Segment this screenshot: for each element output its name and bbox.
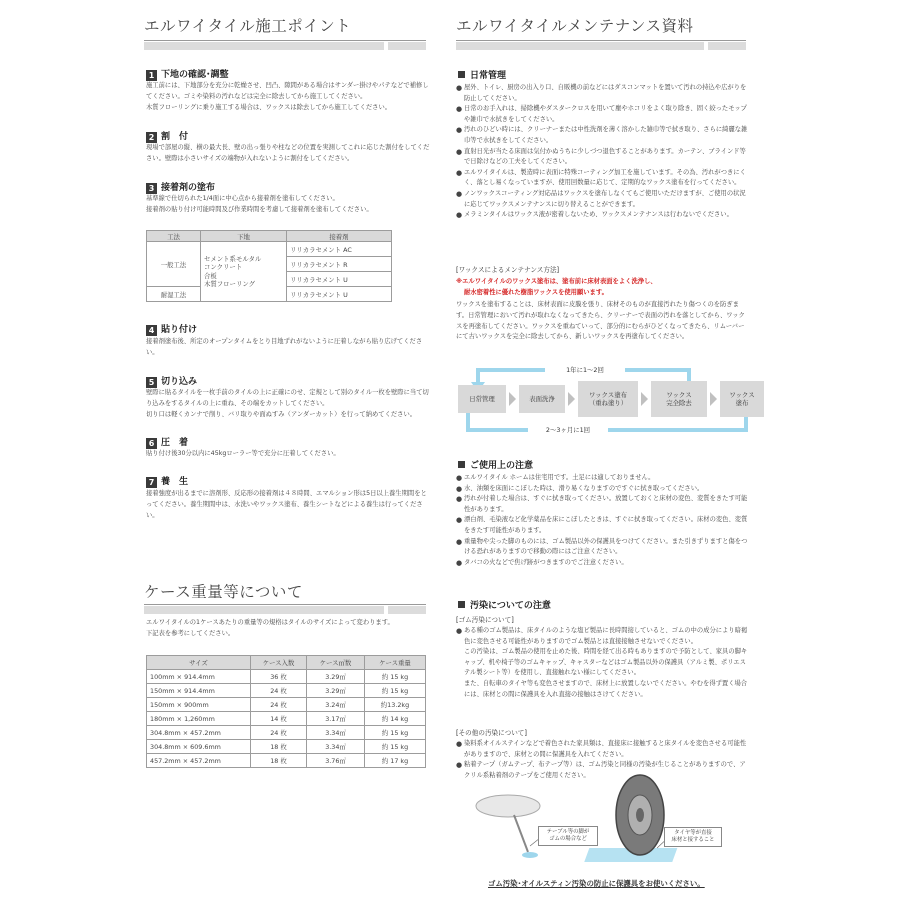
usage-list bbox=[456, 473, 748, 568]
method-general: 一般工法 bbox=[147, 242, 201, 287]
wax-body: ワックスを塗布することは、床材表面に皮膜を張り、床材そのものが直接汚れたり傷つくのを防ぎます。日常管理において汚れが取れなくなってきたら、クリーナーで表面の汚れを落としてから、ワックスを再塗布してください。ワックスを重ねていって、部分的にむらがひどくなってきたら、リムーバーにて古いワックスを完全に除去してから、新しいワックスを再塗布してください。 bbox=[456, 301, 745, 341]
usage-item: ● 汚れが付着した場合は、すぐに拭き取ってください。放置しておくと床材の変色、変質をきたす可能性があります。 bbox=[456, 494, 748, 515]
case-cell: 3.76㎡ bbox=[307, 754, 365, 768]
right-title-underline bbox=[456, 40, 746, 41]
left-title-underline bbox=[144, 40, 426, 41]
adhesive-ac: リリカラセメント AC bbox=[287, 242, 392, 257]
left-title: エルワイタイル施工ポイント bbox=[144, 17, 352, 35]
flow-arrow-2 bbox=[568, 392, 575, 406]
adhesive-r: リリカラセメント R bbox=[287, 257, 392, 272]
step-6-body: 貼り付け後30分以内に45kgローラー等で充分に圧着してください。 bbox=[146, 450, 340, 457]
step-7-body: 接着強度が出るまでに溶剤形、反応形の接着剤は４８時間、エマルション形は5日以上養生期間をとってください。養生期間中は、水洗いやワックス塗布、養生シートなどによる養生は行ってください。 bbox=[146, 490, 427, 519]
case-row bbox=[147, 726, 426, 740]
bullet-icon: ● bbox=[456, 474, 463, 482]
case-cell: 18 枚 bbox=[251, 740, 307, 754]
case-cell: 約 15 kg bbox=[365, 726, 426, 740]
stain-header: 汚染についての注意 bbox=[458, 598, 551, 611]
case-cell: 24 枚 bbox=[251, 726, 307, 740]
usage-item: ● タバコの火などで焦げ跡がつきますのでご注意ください。 bbox=[456, 558, 628, 567]
adhesive-header-method: 工法 bbox=[147, 231, 201, 242]
tire-callout: タイヤ等が直接 床材と接すること bbox=[664, 827, 722, 847]
bullet-icon: ● bbox=[456, 495, 463, 504]
case-cell: 150mm × 914.4mm bbox=[147, 684, 251, 698]
step-2-body: 現場で部屋の縦、横の最大長、壁の出っ張りや柱などの位置を実測してこれに応じた割付をしてください。壁際は小さいサイズの端物が入れないように割付をしてください。 bbox=[146, 144, 430, 162]
flow-box-wax-remove: ワックス 完全除去 bbox=[651, 381, 707, 417]
right-title-bar bbox=[456, 42, 746, 50]
daily-item: ● エルワイタイルは、製造時に表面に特殊コーティング加工を施しています。その為、汚れがつきにくく、落とし易くなっていますが、使用回数量に応じて、定期的なワックス塗布を行ってください。 bbox=[456, 168, 748, 189]
bullet-icon: ● bbox=[456, 537, 463, 546]
flow-arrow-4 bbox=[710, 392, 717, 406]
daily-item: ● 日常のお手入れは、掃除機やダスタークロスを用いて塵やホコリをよく取り除き、固く絞ったモップや雑巾で水拭きをしてください。 bbox=[456, 104, 748, 125]
bullet-icon: ● bbox=[456, 484, 463, 493]
step-1-body: 施工前には、下地部分を充分に乾燥させ、凹凸、隙間がある場合はサンダー掛けやパテなどで補修してください。ゴミや染料の汚れなどは完全に除去してから施工してください。 木質フローリングに乗り施工する場合は、ワックスは除去してから施工してください。 bbox=[146, 82, 429, 111]
bullet-icon: ● bbox=[456, 189, 463, 198]
case-table-body bbox=[147, 670, 426, 768]
case-cell: 3.29㎡ bbox=[307, 670, 365, 684]
case-header-count: ケース入数 bbox=[251, 656, 307, 670]
case-row bbox=[147, 684, 426, 698]
daily-item: ● 屋外、トイレ、厨房の出入り口、自販機の前などにはダスコンマットを置いて汚れの持込や広がりを防止してください。 bbox=[456, 83, 748, 104]
bullet-icon: ● bbox=[456, 105, 463, 114]
case-header-weight: ケース重量 bbox=[365, 656, 426, 670]
table-leg-icon bbox=[514, 815, 528, 852]
case-cell: 180mm × 1,260mm bbox=[147, 712, 251, 726]
case-cell: 約 17 kg bbox=[365, 754, 426, 768]
case-cell: 3.34㎡ bbox=[307, 740, 365, 754]
flow-top-label: 1年に1～2回 bbox=[545, 365, 625, 374]
case-title: ケース重量等について bbox=[144, 583, 303, 601]
case-cell: 3.24㎡ bbox=[307, 698, 365, 712]
case-cell: 約 14 kg bbox=[365, 712, 426, 726]
step-4-header: 4 貼り付け bbox=[146, 322, 197, 336]
usage-header: ご使用上の注意 bbox=[458, 458, 533, 471]
case-cell: 36 枚 bbox=[251, 670, 307, 684]
rubber-title: [ゴム汚染について] bbox=[456, 616, 514, 624]
usage-item: ● 水、油類を床面にこぼした時は、滑り易くなりますのですぐに拭き取ってください。 bbox=[456, 484, 704, 493]
right-title: エルワイタイルメンテナンス資料 bbox=[456, 17, 694, 35]
flow-bottom-label: 2～3ヶ月に1回 bbox=[528, 425, 608, 434]
flow-box-wash: 表面洗浄 bbox=[519, 385, 565, 413]
case-cell: 3.17㎡ bbox=[307, 712, 365, 726]
case-desc: エルワイタイルの1ケースあたりの重量等の規格はタイルのサイズによって変わります。 下記表を参考にしてください。 bbox=[146, 619, 394, 637]
rubber-list: ● ある種のゴム製品は、床タイルのような塩ビ製品に長時間接していると、ゴムの中の成分により暗褐色に変色させる可能性がありますのでゴム製品とは直接接触させないでください。 この汚染は、ゴム製品の使用を止めた後、時間を経て出る時もありますので予防として、家具の脚キャップ、机や椅子等のゴムキャップ、キャスターなどはゴム製品以外の保護具（アルミ製、ポリエステル製シート等）を使用し、直接触れない様にしてください。 また、自転車のタイヤ等も変色させますので、床材上に放置しないでください。やむを得ず置く場合には、床材との間に保護具を入れ直接の接触はさけてください。 bbox=[456, 627, 748, 698]
table-top-icon bbox=[476, 795, 540, 817]
adhesive-u1: リリカラセメント U bbox=[287, 272, 392, 287]
flow-box-wax-apply: ワックス 塗布 bbox=[720, 381, 764, 417]
step-7-header: 7 養 生 bbox=[146, 474, 188, 488]
adhesive-header-adhesive: 接着剤 bbox=[287, 231, 392, 242]
left-title-bar bbox=[144, 42, 426, 50]
case-row bbox=[147, 712, 426, 726]
case-cell: 100mm × 914.4mm bbox=[147, 670, 251, 684]
bullet-icon: ● bbox=[456, 211, 463, 220]
step-1-header: 1 下地の確認･調整 bbox=[146, 67, 229, 81]
step-5-header: 5 切り込み bbox=[146, 374, 197, 388]
step-3-header: 3 接着剤の塗布 bbox=[146, 180, 215, 194]
case-header-size: サイズ bbox=[147, 656, 251, 670]
usage-item: ● 重量物や尖った脚のものには、ゴム製品以外の保護具をつけてください。また引きずりますと傷をつける恐れがありますので移動の際にはご注意ください。 bbox=[456, 537, 748, 558]
bullet-icon: ● bbox=[456, 168, 463, 177]
case-cell: 150mm × 900mm bbox=[147, 698, 251, 712]
case-title-underline bbox=[144, 604, 426, 605]
case-row bbox=[147, 698, 426, 712]
bullet-icon: ● bbox=[456, 126, 463, 135]
stain-caption: ゴム汚染･オイルスティン汚染の防止に保護具をお使いください。 bbox=[488, 879, 705, 888]
case-cell: 約 15 kg bbox=[365, 740, 426, 754]
base-cell: セメント系モルタル コンクリート 合板 木質フローリング bbox=[201, 242, 287, 302]
daily-item: ● 直射日光が当たる床面は気付かぬうちに少しづつ退色することがあります。カーテン、ブラインド等で日除けなどの工夫をしてください。 bbox=[456, 147, 748, 168]
wax-title: [ワックスによるメンテナンス方法] bbox=[456, 266, 560, 274]
case-cell: 約 15 kg bbox=[365, 670, 426, 684]
step-2-header: 2 割 付 bbox=[146, 129, 188, 143]
adhesive-table bbox=[146, 230, 392, 302]
daily-item: ● メラミンタイルはワックス液が密着しないため、ワックスメンテナンスは行わないでください。 bbox=[456, 211, 733, 220]
bullet-icon: ● bbox=[456, 147, 463, 156]
daily-list bbox=[456, 83, 748, 221]
case-row bbox=[147, 754, 426, 768]
table-mat-icon bbox=[522, 852, 538, 858]
case-cell: 3.29㎡ bbox=[307, 684, 365, 698]
flow-arrow-1 bbox=[509, 392, 516, 406]
other-list: ● 染料系オイルステインなどで着色された家具類は、直接床に接触すると床タイルを変色させる可能性がありますので、床材との間に保護具を入れてください。 ● 粘着テープ（ガムテープ、布テープ等）は、ゴム汚染と同様の汚染が生じることがありますので、アクリル系粘着剤のテープをご使用ください。 bbox=[456, 740, 747, 779]
flow-box-daily: 日常管理 bbox=[458, 385, 506, 413]
step-5-body: 壁際に貼るタイルを一枚手前のタイルの上に正確にのせ、定規として別のタイル一枚を壁際に当て切り込みをするタイルの上に重ね、その端をカットしてください。 切り口は軽くカンナで削り、バリ取りや面ぬすみ（アンダーカット）を行って納めてください。 bbox=[146, 389, 429, 418]
case-cell: 24 枚 bbox=[251, 684, 307, 698]
case-table bbox=[146, 655, 426, 768]
method-moisture: 耐湿工法 bbox=[147, 287, 201, 302]
case-cell: 14 枚 bbox=[251, 712, 307, 726]
case-header-area: ケース㎡数 bbox=[307, 656, 365, 670]
step-3-body: 基準線で仕切られた1/4面に中心点から接着剤を塗布してください。 接着剤の貼り付け可能時間及び作業時間を考慮して接着剤を塗布してください。 bbox=[146, 195, 373, 213]
usage-item: ● エルワイタイル ホームは住宅用です。土足には適しておりません。 bbox=[456, 474, 655, 482]
tire-icon bbox=[616, 775, 664, 855]
bullet-icon: ● bbox=[456, 516, 463, 525]
case-cell: 18 枚 bbox=[251, 754, 307, 768]
tire-mat-icon bbox=[584, 848, 677, 862]
case-cell: 約13.2kg bbox=[365, 698, 426, 712]
case-row bbox=[147, 740, 426, 754]
case-cell: 304.8mm × 457.2mm bbox=[147, 726, 251, 740]
other-title: [その他の汚染について] bbox=[456, 729, 527, 737]
case-title-bar bbox=[144, 606, 426, 614]
step-4-body: 接着剤塗布後、所定のオープンタイムをとり目地ずれがないように圧着しながら貼り広げてください。 bbox=[146, 338, 423, 356]
daily-header: 日常管理 bbox=[458, 68, 506, 81]
case-cell: 24 枚 bbox=[251, 698, 307, 712]
daily-item: ● ノンワックスコーティング対応品はワックスを塗布しなくてもご使用いただけますが、ご使用の状況に応じてワックスメンテナンスに切り替えることができます。 bbox=[456, 189, 748, 210]
daily-item: ● 汚れのひどい時には、クリーナーまたは中性洗剤を薄く溶かした雑巾等で拭き取り、さらに綺麗な雑巾等で水拭きをしてください。 bbox=[456, 125, 748, 146]
usage-item: ● 漂白剤、毛染液など化学薬品を床にこぼしたときは、すぐに拭き取ってください。床材の変色、変質をきたす可能性があります。 bbox=[456, 515, 748, 536]
bullet-icon: ● bbox=[456, 558, 463, 567]
case-cell: 約 15 kg bbox=[365, 684, 426, 698]
flow-box-wax-coat: ワックス塗布 （重ね塗り） bbox=[578, 381, 638, 417]
case-cell: 457.2mm × 457.2mm bbox=[147, 754, 251, 768]
wax-note: ※エルワイタイルのワックス塗布は、塗布前に床材表面をよく洗浄し、 耐水密着性に優れた樹脂ワックスを使用願います。 bbox=[456, 278, 657, 296]
flow-arrow-3 bbox=[641, 392, 648, 406]
case-cell: 3.34㎡ bbox=[307, 726, 365, 740]
case-row bbox=[147, 670, 426, 684]
table-callout: テーブル等の脚が ゴムの場合など bbox=[538, 826, 598, 846]
case-cell: 304.8mm × 609.6mm bbox=[147, 740, 251, 754]
adhesive-u2: リリカラセメント U bbox=[287, 287, 392, 302]
bullet-icon: ● bbox=[456, 84, 463, 92]
adhesive-header-base: 下地 bbox=[201, 231, 287, 242]
step-6-header: 6 圧 着 bbox=[146, 435, 188, 449]
